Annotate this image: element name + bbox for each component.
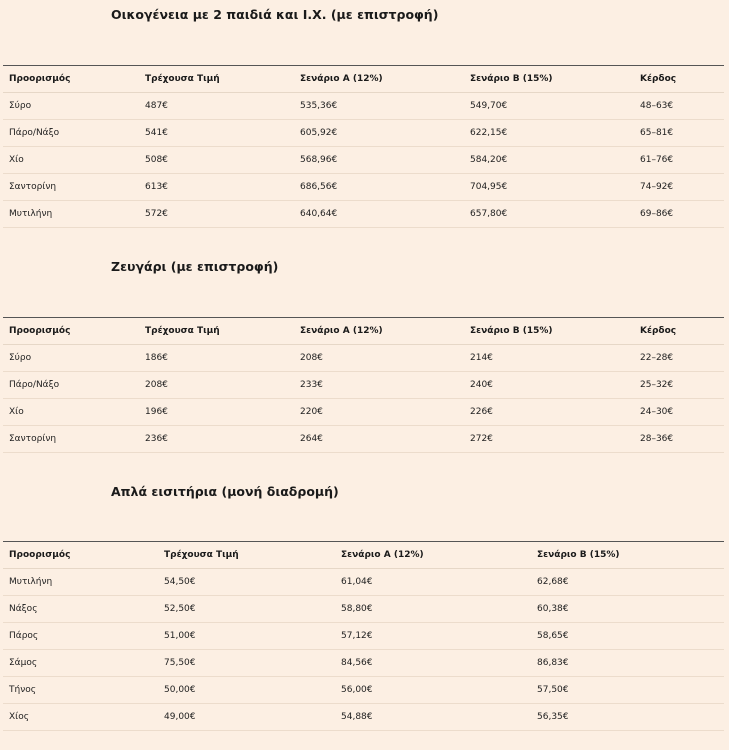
table-couple [3,317,724,453]
table-single-tickets [3,541,724,731]
table-row [3,704,724,731]
cell-scenario-b: 57,50€ [531,677,724,704]
cell-scenario-b: 62,68€ [531,569,724,596]
table-row [3,569,724,596]
header-gain: Κέρδος [634,318,724,345]
cell-current-price: 52,50€ [158,596,335,623]
cell-scenario-a: 54,88€ [335,704,531,731]
cell-destination: Μυτιλήνη [3,201,139,228]
table-row [3,93,724,120]
header-scenario-a: Σενάριο Α (12%) [294,318,464,345]
header-scenario-a: Σενάριο Α (12%) [294,66,464,93]
cell-current-price: 196€ [139,399,294,426]
header-destination: Προορισμός [3,542,158,569]
cell-scenario-b: 60,38€ [531,596,724,623]
cell-current-price: 572€ [139,201,294,228]
header-destination: Προορισμός [3,66,139,93]
section-title-single-tickets: Απλά εισιτήρια (μονή διαδρομή) [111,484,339,499]
header-scenario-b: Σενάριο Β (15%) [531,542,724,569]
header-current-price: Τρέχουσα Τιμή [139,66,294,93]
section-title-couple: Ζευγάρι (με επιστροφή) [111,259,279,274]
cell-gain: 69–86€ [634,201,724,228]
header-gain: Κέρδος [634,66,724,93]
header-scenario-b: Σενάριο Β (15%) [464,318,634,345]
table-row [3,120,724,147]
cell-destination: Σύρο [3,345,139,372]
table-header-row [3,318,724,345]
cell-destination: Πάρος [3,623,158,650]
table-row [3,677,724,704]
cell-scenario-a: 605,92€ [294,120,464,147]
cell-scenario-b: 226€ [464,399,634,426]
header-scenario-a: Σενάριο Α (12%) [335,542,531,569]
cell-scenario-a: 61,04€ [335,569,531,596]
cell-scenario-a: 84,56€ [335,650,531,677]
cell-current-price: 508€ [139,147,294,174]
cell-scenario-a: 264€ [294,426,464,453]
table-row [3,596,724,623]
cell-gain: 74–92€ [634,174,724,201]
cell-destination: Νάξος [3,596,158,623]
cell-scenario-a: 57,12€ [335,623,531,650]
header-current-price: Τρέχουσα Τιμή [158,542,335,569]
cell-destination: Σαντορίνη [3,426,139,453]
header-current-price: Τρέχουσα Τιμή [139,318,294,345]
table-row [3,372,724,399]
cell-scenario-b: 214€ [464,345,634,372]
cell-destination: Σαντορίνη [3,174,139,201]
table-row [3,174,724,201]
cell-gain: 28–36€ [634,426,724,453]
cell-current-price: 49,00€ [158,704,335,731]
table-row [3,623,724,650]
cell-scenario-a: 568,96€ [294,147,464,174]
cell-gain: 48–63€ [634,93,724,120]
header-destination: Προορισμός [3,318,139,345]
cell-current-price: 54,50€ [158,569,335,596]
cell-scenario-a: 640,64€ [294,201,464,228]
cell-destination: Τήνος [3,677,158,704]
table-header-row [3,542,724,569]
table-row [3,426,724,453]
table-row [3,345,724,372]
cell-current-price: 50,00€ [158,677,335,704]
cell-current-price: 613€ [139,174,294,201]
cell-current-price: 75,50€ [158,650,335,677]
table-row [3,147,724,174]
cell-current-price: 51,00€ [158,623,335,650]
cell-current-price: 487€ [139,93,294,120]
cell-scenario-b: 549,70€ [464,93,634,120]
cell-destination: Πάρο/Νάξο [3,120,139,147]
cell-scenario-a: 208€ [294,345,464,372]
cell-destination: Χίο [3,147,139,174]
cell-gain: 65–81€ [634,120,724,147]
cell-scenario-a: 535,36€ [294,93,464,120]
cell-scenario-a: 220€ [294,399,464,426]
cell-destination: Μυτιλήνη [3,569,158,596]
cell-destination: Πάρο/Νάξο [3,372,139,399]
cell-destination: Χίο [3,399,139,426]
cell-destination: Σάμος [3,650,158,677]
cell-current-price: 236€ [139,426,294,453]
section-title-family: Οικογένεια με 2 παιδιά και Ι.Χ. (με επιστροφή) [111,7,439,22]
cell-scenario-a: 56,00€ [335,677,531,704]
cell-scenario-a: 686,56€ [294,174,464,201]
cell-scenario-b: 622,15€ [464,120,634,147]
cell-current-price: 208€ [139,372,294,399]
cell-scenario-b: 704,95€ [464,174,634,201]
cell-scenario-b: 56,35€ [531,704,724,731]
cell-gain: 25–32€ [634,372,724,399]
cell-gain: 22–28€ [634,345,724,372]
cell-scenario-a: 58,80€ [335,596,531,623]
cell-destination: Σύρο [3,93,139,120]
table-header-row [3,66,724,93]
table-row [3,201,724,228]
table-row [3,650,724,677]
cell-scenario-b: 86,83€ [531,650,724,677]
cell-scenario-b: 657,80€ [464,201,634,228]
cell-scenario-b: 584,20€ [464,147,634,174]
cell-scenario-b: 240€ [464,372,634,399]
cell-scenario-b: 272€ [464,426,634,453]
header-scenario-b: Σενάριο Β (15%) [464,66,634,93]
cell-gain: 24–30€ [634,399,724,426]
cell-current-price: 541€ [139,120,294,147]
cell-scenario-a: 233€ [294,372,464,399]
cell-destination: Χίος [3,704,158,731]
cell-gain: 61–76€ [634,147,724,174]
table-row [3,399,724,426]
cell-current-price: 186€ [139,345,294,372]
table-family [3,65,724,228]
cell-scenario-b: 58,65€ [531,623,724,650]
